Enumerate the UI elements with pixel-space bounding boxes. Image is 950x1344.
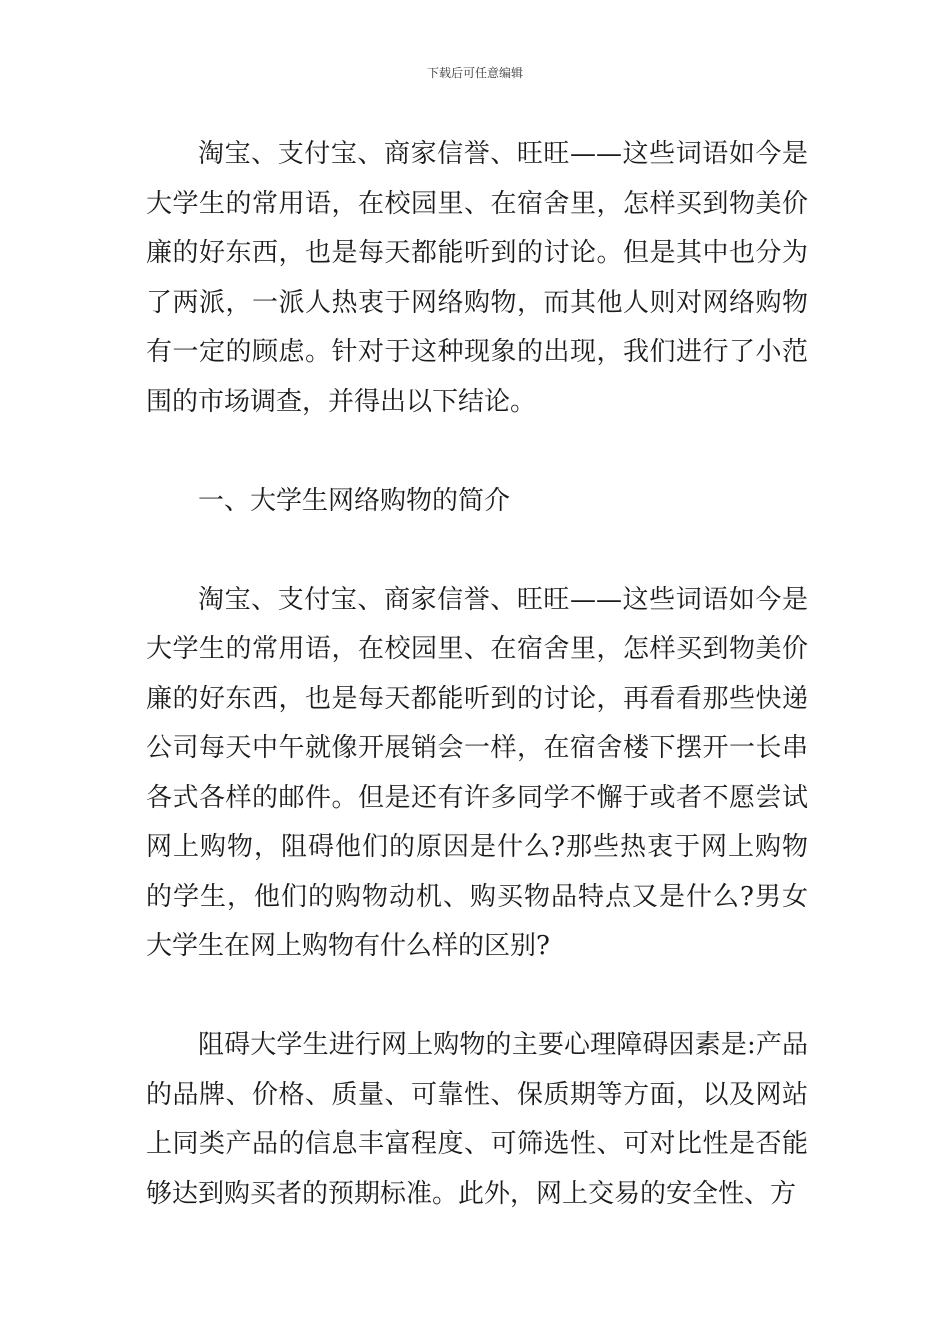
paragraph-intro: 淘宝、支付宝、商家信誉、旺旺——这些词语如今是大学生的常用语，在校园里、在宿舍里，怎样买到物美价廉的好东西，也是每天都能听到的讨论。但是其中也分为了两派，一派人热衷于网络购物，而其他人则对网络购物有一定的顾虑。针对于这种现象的出现，我们进行了小范围的市场调查，并得出以下结论。	[146, 139, 808, 417]
paragraph-gap	[146, 972, 808, 1022]
paragraph-barriers: 阻碍大学生进行网上购物的主要心理障碍因素是:产品的品牌、价格、质量、可靠性、保质期等方面，以及网站上同类产品的信息丰富程度、可筛选性、可对比性是否能够达到购买者的预期标准。此外，网上交易的安全性、方	[146, 1030, 808, 1209]
paragraph-overview: 淘宝、支付宝、商家信誉、旺旺——这些词语如今是大学生的常用语，在校园里、在宿舍里，怎样买到物美价廉的好东西，也是每天都能听到的讨论，再看看那些快递公司每天中午就像开展销会一样，在宿舍楼下摆开一长串各式各样的邮件。但是还有许多同学不懈于或者不愿尝试网上购物，阻碍他们的原因是什么?那些热衷于网上购物的学生，他们的购物动机、购买物品特点又是什么?男女大学生在网上购物有什么样的区别?	[146, 584, 808, 961]
paragraph-gap	[146, 427, 808, 477]
page-header: 下载后可任意编辑	[426, 66, 523, 80]
section-heading: 一、大学生网络购物的简介	[198, 485, 511, 516]
paragraph-gap	[146, 526, 808, 576]
document-body	[146, 130, 808, 1219]
